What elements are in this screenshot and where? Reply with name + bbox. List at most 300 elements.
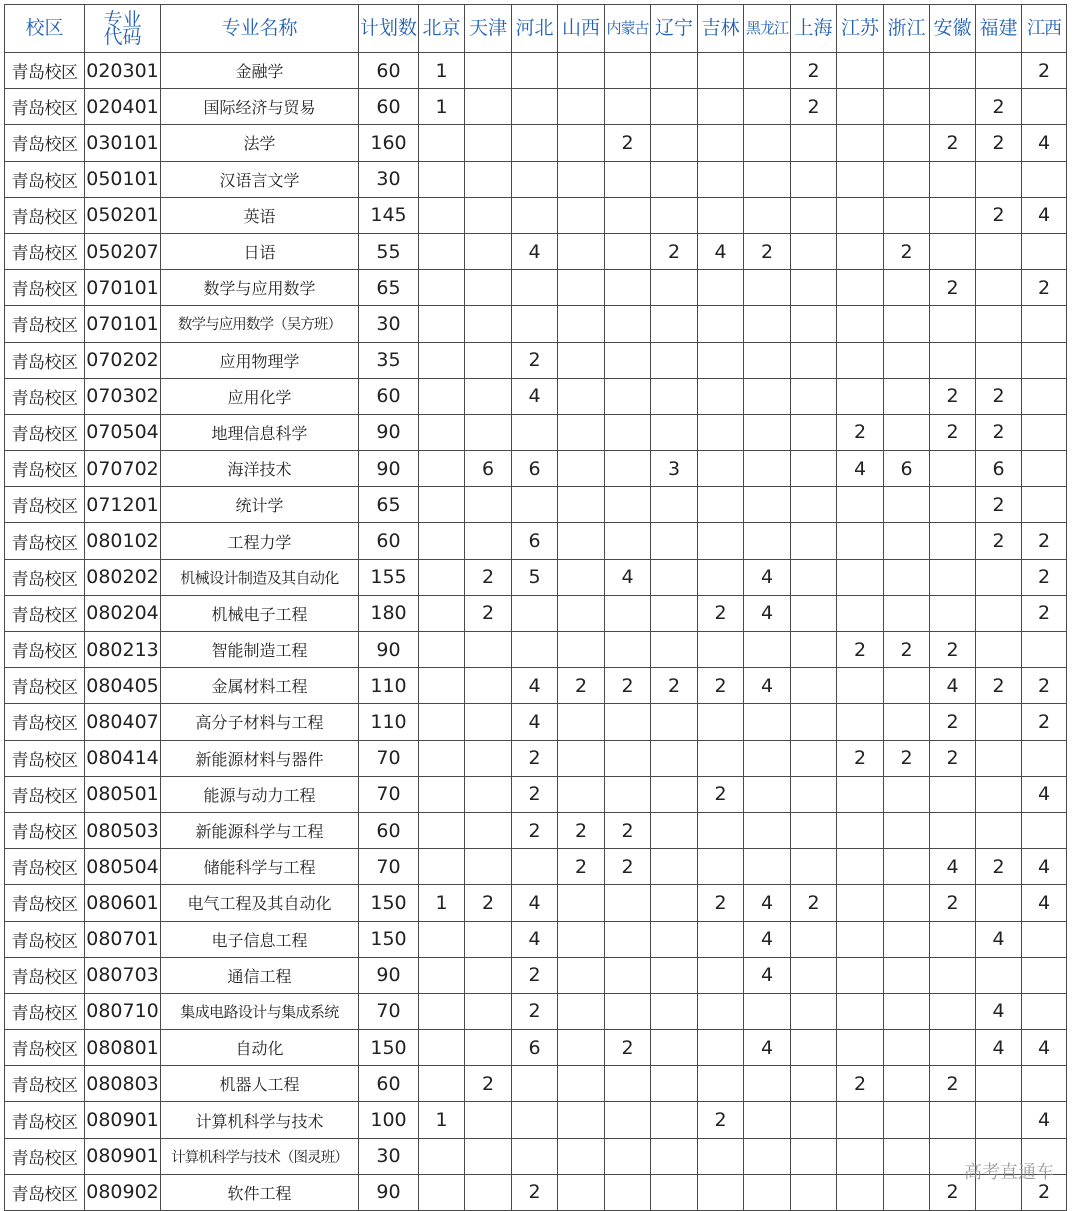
plan-count-cell: 150 <box>359 921 419 957</box>
province-quota-cell <box>512 595 558 631</box>
major-code-cell: 080414 <box>85 740 161 776</box>
province-quota-cell <box>558 306 605 342</box>
province-quota-cell <box>791 197 837 233</box>
province-quota-cell <box>651 776 698 812</box>
table-row <box>5 1138 1067 1174</box>
province-quota-cell: 6 <box>884 451 930 487</box>
plan-count-cell: 30 <box>359 161 419 197</box>
province-quota-cell <box>558 1174 605 1210</box>
province-quota-cell: 2 <box>1022 270 1067 306</box>
province-quota-cell <box>976 704 1022 740</box>
province-quota-cell: 4 <box>1022 1102 1067 1138</box>
province-quota-cell: 2 <box>558 812 605 848</box>
province-quota-cell <box>419 306 465 342</box>
province-quota-cell <box>837 342 884 378</box>
table-row <box>5 885 1067 921</box>
province-quota-cell: 2 <box>791 885 837 921</box>
province-quota-cell <box>419 1174 465 1210</box>
plan-count-cell: 110 <box>359 668 419 704</box>
province-quota-cell <box>744 812 791 848</box>
province-quota-cell <box>837 523 884 559</box>
province-quota-cell: 2 <box>558 849 605 885</box>
province-quota-cell <box>1022 487 1067 523</box>
province-quota-cell: 4 <box>744 921 791 957</box>
province-quota-cell <box>930 776 976 812</box>
province-quota-cell <box>884 1066 930 1102</box>
table-row <box>5 668 1067 704</box>
province-quota-cell <box>558 1138 605 1174</box>
province-quota-cell: 2 <box>930 125 976 161</box>
province-quota-cell <box>744 776 791 812</box>
province-quota-cell: 2 <box>698 668 744 704</box>
campus-cell: 青岛校区 <box>5 342 85 378</box>
province-quota-cell <box>1022 740 1067 776</box>
province-quota-cell <box>837 1030 884 1066</box>
province-quota-cell <box>976 161 1022 197</box>
province-quota-cell: 4 <box>1022 776 1067 812</box>
province-quota-cell: 2 <box>698 1102 744 1138</box>
province-quota-cell <box>651 53 698 89</box>
province-quota-cell: 2 <box>930 270 976 306</box>
plan-count-cell: 70 <box>359 776 419 812</box>
plan-count-cell: 150 <box>359 885 419 921</box>
province-quota-cell <box>976 559 1022 595</box>
province-quota-cell: 2 <box>930 1066 976 1102</box>
province-quota-cell <box>976 306 1022 342</box>
province-quota-cell <box>791 233 837 269</box>
province-quota-cell <box>884 595 930 631</box>
province-quota-cell <box>698 270 744 306</box>
province-quota-cell <box>884 885 930 921</box>
province-quota-cell: 2 <box>744 233 791 269</box>
province-quota-cell <box>419 523 465 559</box>
province-quota-cell <box>884 487 930 523</box>
province-quota-cell <box>651 89 698 125</box>
province-quota-cell <box>791 957 837 993</box>
table-row <box>5 487 1067 523</box>
campus-cell: 青岛校区 <box>5 668 85 704</box>
province-quota-cell <box>558 451 605 487</box>
province-quota-cell: 4 <box>744 885 791 921</box>
campus-cell: 青岛校区 <box>5 125 85 161</box>
province-quota-cell: 2 <box>837 414 884 450</box>
campus-cell: 青岛校区 <box>5 885 85 921</box>
plan-count-cell: 30 <box>359 1138 419 1174</box>
province-quota-cell: 2 <box>976 414 1022 450</box>
province-quota-cell <box>419 378 465 414</box>
table-row <box>5 197 1067 233</box>
province-quota-cell <box>930 1102 976 1138</box>
province-quota-cell: 4 <box>930 668 976 704</box>
province-quota-cell <box>465 53 512 89</box>
province-quota-cell <box>651 704 698 740</box>
province-quota-cell <box>884 125 930 161</box>
province-quota-cell <box>837 306 884 342</box>
province-quota-cell <box>1022 451 1067 487</box>
province-quota-cell <box>651 849 698 885</box>
province-quota-cell: 2 <box>791 53 837 89</box>
province-quota-cell <box>791 342 837 378</box>
province-quota-cell <box>651 197 698 233</box>
admission-plan-table-wrapper <box>4 4 1067 1211</box>
table-row <box>5 1066 1067 1102</box>
campus-cell: 青岛校区 <box>5 921 85 957</box>
province-quota-cell: 2 <box>976 523 1022 559</box>
major-code-cell: 080701 <box>85 921 161 957</box>
table-row <box>5 53 1067 89</box>
province-quota-cell <box>1022 378 1067 414</box>
province-quota-cell <box>419 921 465 957</box>
province-quota-cell <box>419 849 465 885</box>
major-code-cell: 050201 <box>85 197 161 233</box>
plan-count-cell: 90 <box>359 957 419 993</box>
province-quota-cell <box>698 161 744 197</box>
province-quota-cell <box>558 53 605 89</box>
major-name-cell: 金融学 <box>161 53 359 89</box>
province-quota-cell: 6 <box>976 451 1022 487</box>
header-plan-count: 计划数 <box>359 5 419 53</box>
province-quota-cell <box>419 704 465 740</box>
plan-count-cell: 70 <box>359 849 419 885</box>
province-quota-cell: 4 <box>698 233 744 269</box>
table-row <box>5 776 1067 812</box>
province-quota-cell <box>744 161 791 197</box>
province-quota-cell: 4 <box>744 559 791 595</box>
major-name-cell: 通信工程 <box>161 957 359 993</box>
province-quota-cell: 2 <box>465 1066 512 1102</box>
province-quota-cell <box>930 89 976 125</box>
province-quota-cell <box>558 921 605 957</box>
province-quota-cell: 2 <box>976 197 1022 233</box>
province-quota-cell <box>512 849 558 885</box>
province-quota-cell <box>884 523 930 559</box>
province-quota-cell <box>698 849 744 885</box>
province-quota-cell <box>465 740 512 776</box>
table-row <box>5 342 1067 378</box>
header-province: 天津 <box>465 5 512 53</box>
province-quota-cell <box>605 89 651 125</box>
campus-cell: 青岛校区 <box>5 1066 85 1102</box>
province-quota-cell <box>419 270 465 306</box>
province-quota-cell <box>605 957 651 993</box>
province-quota-cell <box>744 632 791 668</box>
province-quota-cell <box>465 161 512 197</box>
province-quota-cell <box>698 812 744 848</box>
table-row <box>5 1030 1067 1066</box>
major-code-cell: 050207 <box>85 233 161 269</box>
plan-count-cell: 60 <box>359 812 419 848</box>
province-quota-cell <box>1022 89 1067 125</box>
province-quota-cell: 2 <box>884 632 930 668</box>
province-quota-cell <box>1022 957 1067 993</box>
province-quota-cell: 4 <box>512 885 558 921</box>
province-quota-cell <box>791 1066 837 1102</box>
plan-count-cell: 35 <box>359 342 419 378</box>
province-quota-cell: 4 <box>744 668 791 704</box>
major-code-cell: 080801 <box>85 1030 161 1066</box>
major-name-cell: 金属材料工程 <box>161 668 359 704</box>
major-code-cell: 070101 <box>85 270 161 306</box>
province-quota-cell <box>930 197 976 233</box>
province-quota-cell: 2 <box>837 632 884 668</box>
province-quota-cell: 2 <box>976 487 1022 523</box>
province-quota-cell <box>651 414 698 450</box>
table-row <box>5 740 1067 776</box>
province-quota-cell <box>884 197 930 233</box>
province-quota-cell <box>465 523 512 559</box>
major-code-cell: 070504 <box>85 414 161 450</box>
province-quota-cell: 2 <box>512 812 558 848</box>
province-quota-cell <box>884 1138 930 1174</box>
province-quota-cell <box>558 270 605 306</box>
major-code-cell: 080901 <box>85 1102 161 1138</box>
province-quota-cell <box>976 957 1022 993</box>
province-quota-cell <box>976 812 1022 848</box>
plan-count-cell: 90 <box>359 632 419 668</box>
table-row <box>5 632 1067 668</box>
province-quota-cell <box>419 993 465 1029</box>
province-quota-cell: 2 <box>791 89 837 125</box>
major-code-cell: 080213 <box>85 632 161 668</box>
province-quota-cell <box>605 487 651 523</box>
major-name-cell: 法学 <box>161 125 359 161</box>
major-name-cell: 机械设计制造及其自动化 <box>161 559 359 595</box>
province-quota-cell <box>744 270 791 306</box>
province-quota-cell <box>930 595 976 631</box>
province-quota-cell: 6 <box>465 451 512 487</box>
province-quota-cell: 2 <box>698 776 744 812</box>
province-quota-cell: 2 <box>1022 1174 1067 1210</box>
plan-count-cell: 60 <box>359 1066 419 1102</box>
province-quota-cell <box>651 1066 698 1102</box>
province-quota-cell <box>744 740 791 776</box>
major-name-cell: 机器人工程 <box>161 1066 359 1102</box>
province-quota-cell: 4 <box>1022 1030 1067 1066</box>
province-quota-cell <box>698 1138 744 1174</box>
province-quota-cell: 2 <box>651 668 698 704</box>
province-quota-cell <box>651 921 698 957</box>
major-code-cell: 080901 <box>85 1138 161 1174</box>
province-quota-cell: 2 <box>512 957 558 993</box>
province-quota-cell <box>651 523 698 559</box>
province-quota-cell <box>605 270 651 306</box>
province-quota-cell: 2 <box>1022 53 1067 89</box>
province-quota-cell <box>698 632 744 668</box>
province-quota-cell <box>605 993 651 1029</box>
province-quota-cell <box>1022 233 1067 269</box>
major-name-cell: 汉语言文学 <box>161 161 359 197</box>
plan-count-cell: 60 <box>359 378 419 414</box>
province-quota-cell <box>791 849 837 885</box>
province-quota-cell <box>465 704 512 740</box>
province-quota-cell: 2 <box>976 89 1022 125</box>
province-quota-cell <box>512 1102 558 1138</box>
province-quota-cell <box>791 270 837 306</box>
major-code-cell: 080501 <box>85 776 161 812</box>
province-quota-cell <box>651 812 698 848</box>
province-quota-cell <box>744 342 791 378</box>
plan-count-cell: 30 <box>359 306 419 342</box>
province-quota-cell <box>698 451 744 487</box>
province-quota-cell <box>465 993 512 1029</box>
province-quota-cell: 4 <box>512 921 558 957</box>
province-quota-cell <box>837 1138 884 1174</box>
province-quota-cell <box>930 451 976 487</box>
province-quota-cell: 6 <box>512 523 558 559</box>
province-quota-cell <box>791 595 837 631</box>
province-quota-cell: 2 <box>930 704 976 740</box>
province-quota-cell <box>512 1138 558 1174</box>
province-quota-cell <box>512 125 558 161</box>
province-quota-cell <box>605 704 651 740</box>
header-major-name: 专业名称 <box>161 5 359 53</box>
header-row <box>5 5 1067 53</box>
province-quota-cell <box>465 1174 512 1210</box>
province-quota-cell <box>976 270 1022 306</box>
province-quota-cell: 2 <box>698 885 744 921</box>
province-quota-cell: 3 <box>651 451 698 487</box>
province-quota-cell: 2 <box>930 414 976 450</box>
province-quota-cell: 4 <box>976 1030 1022 1066</box>
major-name-cell: 应用化学 <box>161 378 359 414</box>
province-quota-cell: 2 <box>930 885 976 921</box>
major-name-cell: 地理信息科学 <box>161 414 359 450</box>
plan-count-cell: 160 <box>359 125 419 161</box>
campus-cell: 青岛校区 <box>5 233 85 269</box>
province-quota-cell <box>884 89 930 125</box>
province-quota-cell <box>884 378 930 414</box>
province-quota-cell <box>558 487 605 523</box>
province-quota-cell <box>651 595 698 631</box>
province-quota-cell: 4 <box>1022 125 1067 161</box>
province-quota-cell: 2 <box>837 1066 884 1102</box>
province-quota-cell <box>837 233 884 269</box>
header-province: 辽宁 <box>651 5 698 53</box>
province-quota-cell <box>605 378 651 414</box>
campus-cell: 青岛校区 <box>5 740 85 776</box>
province-quota-cell <box>651 1174 698 1210</box>
table-row <box>5 957 1067 993</box>
table-row <box>5 89 1067 125</box>
province-quota-cell <box>791 921 837 957</box>
major-code-cell: 070101 <box>85 306 161 342</box>
province-quota-cell <box>698 1174 744 1210</box>
table-row <box>5 125 1067 161</box>
province-quota-cell <box>419 233 465 269</box>
province-quota-cell <box>698 306 744 342</box>
major-code-cell: 020401 <box>85 89 161 125</box>
province-quota-cell <box>791 704 837 740</box>
major-code-cell: 071201 <box>85 487 161 523</box>
province-quota-cell <box>791 1138 837 1174</box>
plan-count-cell: 65 <box>359 487 419 523</box>
province-quota-cell: 4 <box>512 233 558 269</box>
province-quota-cell <box>791 306 837 342</box>
province-quota-cell <box>837 487 884 523</box>
province-quota-cell <box>837 197 884 233</box>
campus-cell: 青岛校区 <box>5 197 85 233</box>
province-quota-cell <box>465 632 512 668</box>
province-quota-cell: 4 <box>512 668 558 704</box>
province-quota-cell <box>884 921 930 957</box>
province-quota-cell: 4 <box>744 957 791 993</box>
province-quota-cell <box>791 632 837 668</box>
province-quota-cell: 2 <box>512 993 558 1029</box>
province-quota-cell <box>419 740 465 776</box>
major-code-cell: 070702 <box>85 451 161 487</box>
admission-plan-table <box>4 4 1067 1211</box>
campus-cell: 青岛校区 <box>5 1138 85 1174</box>
province-quota-cell <box>465 849 512 885</box>
major-name-cell: 应用物理学 <box>161 342 359 378</box>
plan-count-cell: 60 <box>359 523 419 559</box>
province-quota-cell <box>698 414 744 450</box>
major-code-cell: 080102 <box>85 523 161 559</box>
province-quota-cell <box>419 161 465 197</box>
province-quota-cell <box>791 812 837 848</box>
province-quota-cell: 2 <box>976 668 1022 704</box>
plan-count-cell: 70 <box>359 993 419 1029</box>
header-major-code-line1: 专业 <box>103 8 142 31</box>
province-quota-cell <box>651 885 698 921</box>
province-quota-cell <box>698 523 744 559</box>
header-province: 河北 <box>512 5 558 53</box>
province-quota-cell <box>1022 921 1067 957</box>
plan-count-cell: 100 <box>359 1102 419 1138</box>
campus-cell: 青岛校区 <box>5 523 85 559</box>
province-quota-cell <box>651 632 698 668</box>
province-quota-cell <box>465 776 512 812</box>
province-quota-cell: 4 <box>605 559 651 595</box>
province-quota-cell <box>744 451 791 487</box>
province-quota-cell <box>651 1102 698 1138</box>
province-quota-cell <box>419 559 465 595</box>
province-quota-cell: 1 <box>419 1102 465 1138</box>
province-quota-cell <box>465 125 512 161</box>
province-quota-cell <box>419 812 465 848</box>
table-row <box>5 812 1067 848</box>
province-quota-cell <box>976 1102 1022 1138</box>
province-quota-cell <box>605 342 651 378</box>
major-name-cell: 计算机科学与技术（图灵班） <box>161 1138 359 1174</box>
province-quota-cell <box>512 197 558 233</box>
province-quota-cell <box>837 270 884 306</box>
plan-count-cell: 155 <box>359 559 419 595</box>
table-row <box>5 1102 1067 1138</box>
province-quota-cell <box>605 776 651 812</box>
province-quota-cell <box>465 668 512 704</box>
province-quota-cell <box>558 993 605 1029</box>
major-name-cell: 计算机科学与技术 <box>161 1102 359 1138</box>
province-quota-cell <box>791 414 837 450</box>
province-quota-cell <box>930 957 976 993</box>
province-quota-cell <box>605 306 651 342</box>
province-quota-cell <box>976 885 1022 921</box>
header-province: 江西 <box>1022 5 1067 53</box>
plan-count-cell: 110 <box>359 704 419 740</box>
province-quota-cell <box>605 1138 651 1174</box>
province-quota-cell <box>465 921 512 957</box>
province-quota-cell <box>698 125 744 161</box>
province-quota-cell <box>930 523 976 559</box>
table-row <box>5 451 1067 487</box>
table-row <box>5 270 1067 306</box>
campus-cell: 青岛校区 <box>5 704 85 740</box>
province-quota-cell <box>698 993 744 1029</box>
province-quota-cell <box>558 740 605 776</box>
province-quota-cell: 2 <box>1022 595 1067 631</box>
major-name-cell: 高分子材料与工程 <box>161 704 359 740</box>
